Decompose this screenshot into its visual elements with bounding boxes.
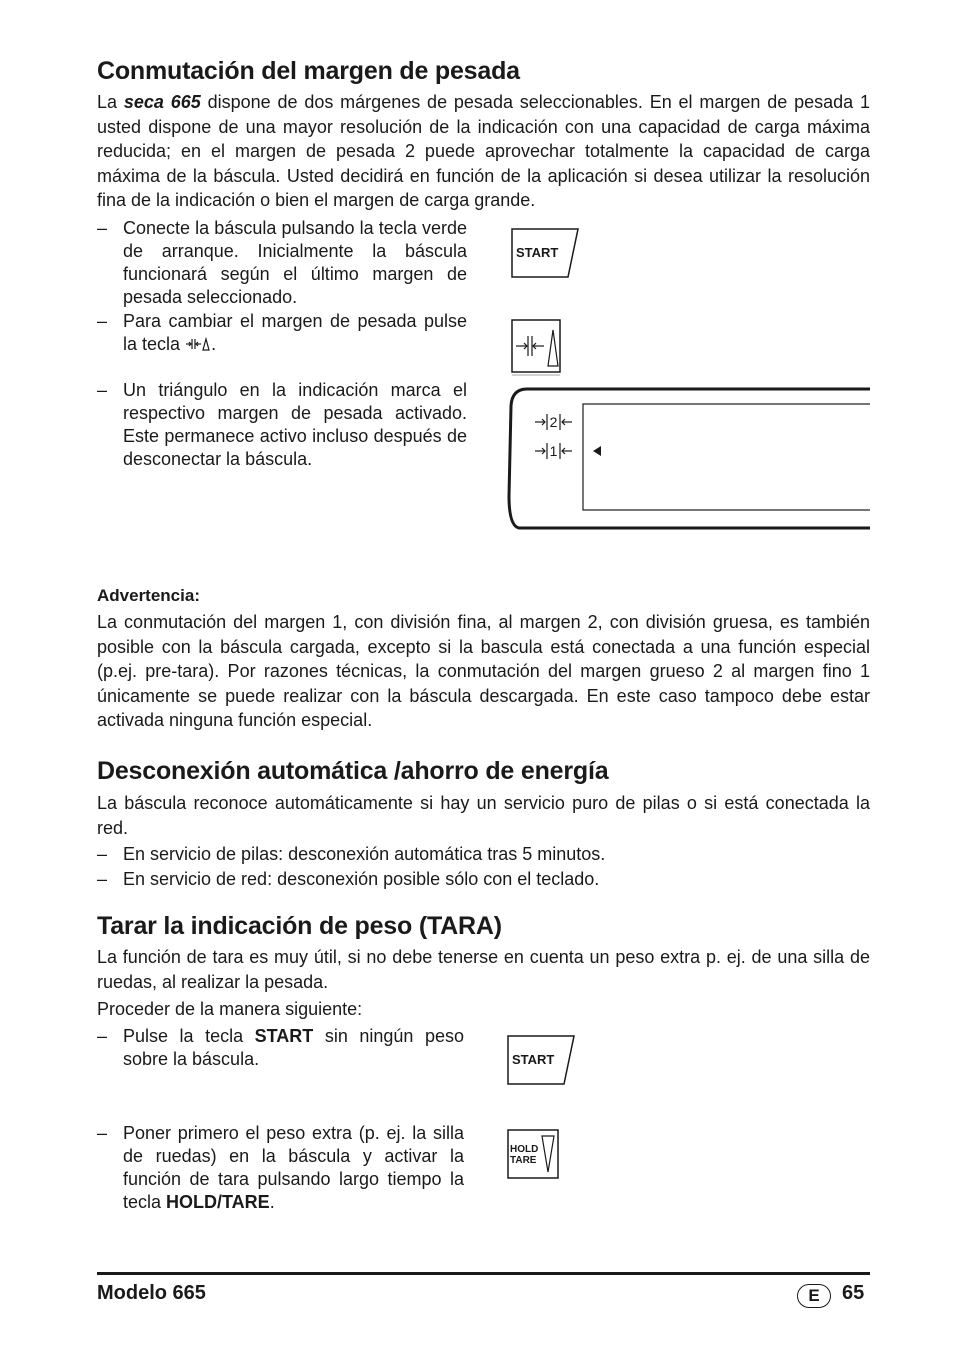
section-title-tara: Tarar la indicación de peso (TARA) — [97, 912, 502, 940]
hold-tare-key-icon — [506, 1128, 562, 1182]
range-2-label: 2 — [549, 414, 558, 430]
range-switch-key-icon — [510, 318, 566, 378]
start-key-icon — [510, 227, 580, 279]
language-badge: E — [797, 1284, 831, 1308]
svg-text:TARE: TARE — [510, 1155, 537, 1166]
svg-text:START: START — [512, 1052, 555, 1067]
section-intro-margin: La seca 665 dispone de dos márgenes de pesada seleccionables. En el margen de pesada 1 usted dispone de una mayor resolución de la indicación con una capacidad de carga máxima reducida; en el margen de pesada 2 puede aprovechar totalmente la capacidad de carga máxima de la báscula. Usted decidirá en función de la aplicación si desea utilizar la resolución fina de la indicación o bien el margen de carga grande. — [97, 92, 870, 210]
section-text-autooff: La báscula reconoce automáticamente si hay un servicio puro de pilas o si está conectada la red. — [97, 793, 870, 838]
proceed-text: Proceder de la manera siguiente: — [97, 999, 363, 1019]
svg-text:HOLD: HOLD — [510, 1144, 539, 1155]
warning-text: La conmutación del margen 1, con división fina, al margen 2, con división gruesa, es también posible con la báscula cargada, excepto si la bascula está conectada a una función especial (p.ej. pre-tara). Por razones técnicas, la conmutación del margen grueso 2 al margen fino 1 únicamente se puede realizar con la báscula descargada. En este caso tampoco debe estar activada ninguna función especial. — [97, 612, 870, 730]
range-1-label: 1 — [549, 443, 558, 459]
start-key-icon — [506, 1034, 576, 1086]
scale-display — [507, 386, 870, 532]
svg-text:START: START — [516, 245, 559, 260]
warning-title: Advertencia: — [97, 586, 200, 605]
footer-model: Modelo 665 — [97, 1282, 206, 1304]
page-number: 65 — [842, 1282, 865, 1304]
model-name: seca 665 — [123, 92, 201, 112]
range-switch-icon — [185, 336, 211, 352]
footer-rule — [97, 1272, 870, 1275]
section-title-margin: Conmutación del margen de pesada — [97, 57, 520, 85]
section-text-tara: La función de tara es muy útil, si no debe tenerse en cuenta un peso extra p. ej. de una silla de ruedas, al realizar la pesada. — [97, 947, 870, 992]
section-title-autooff: Desconexión automática /ahorro de energía — [97, 757, 609, 785]
